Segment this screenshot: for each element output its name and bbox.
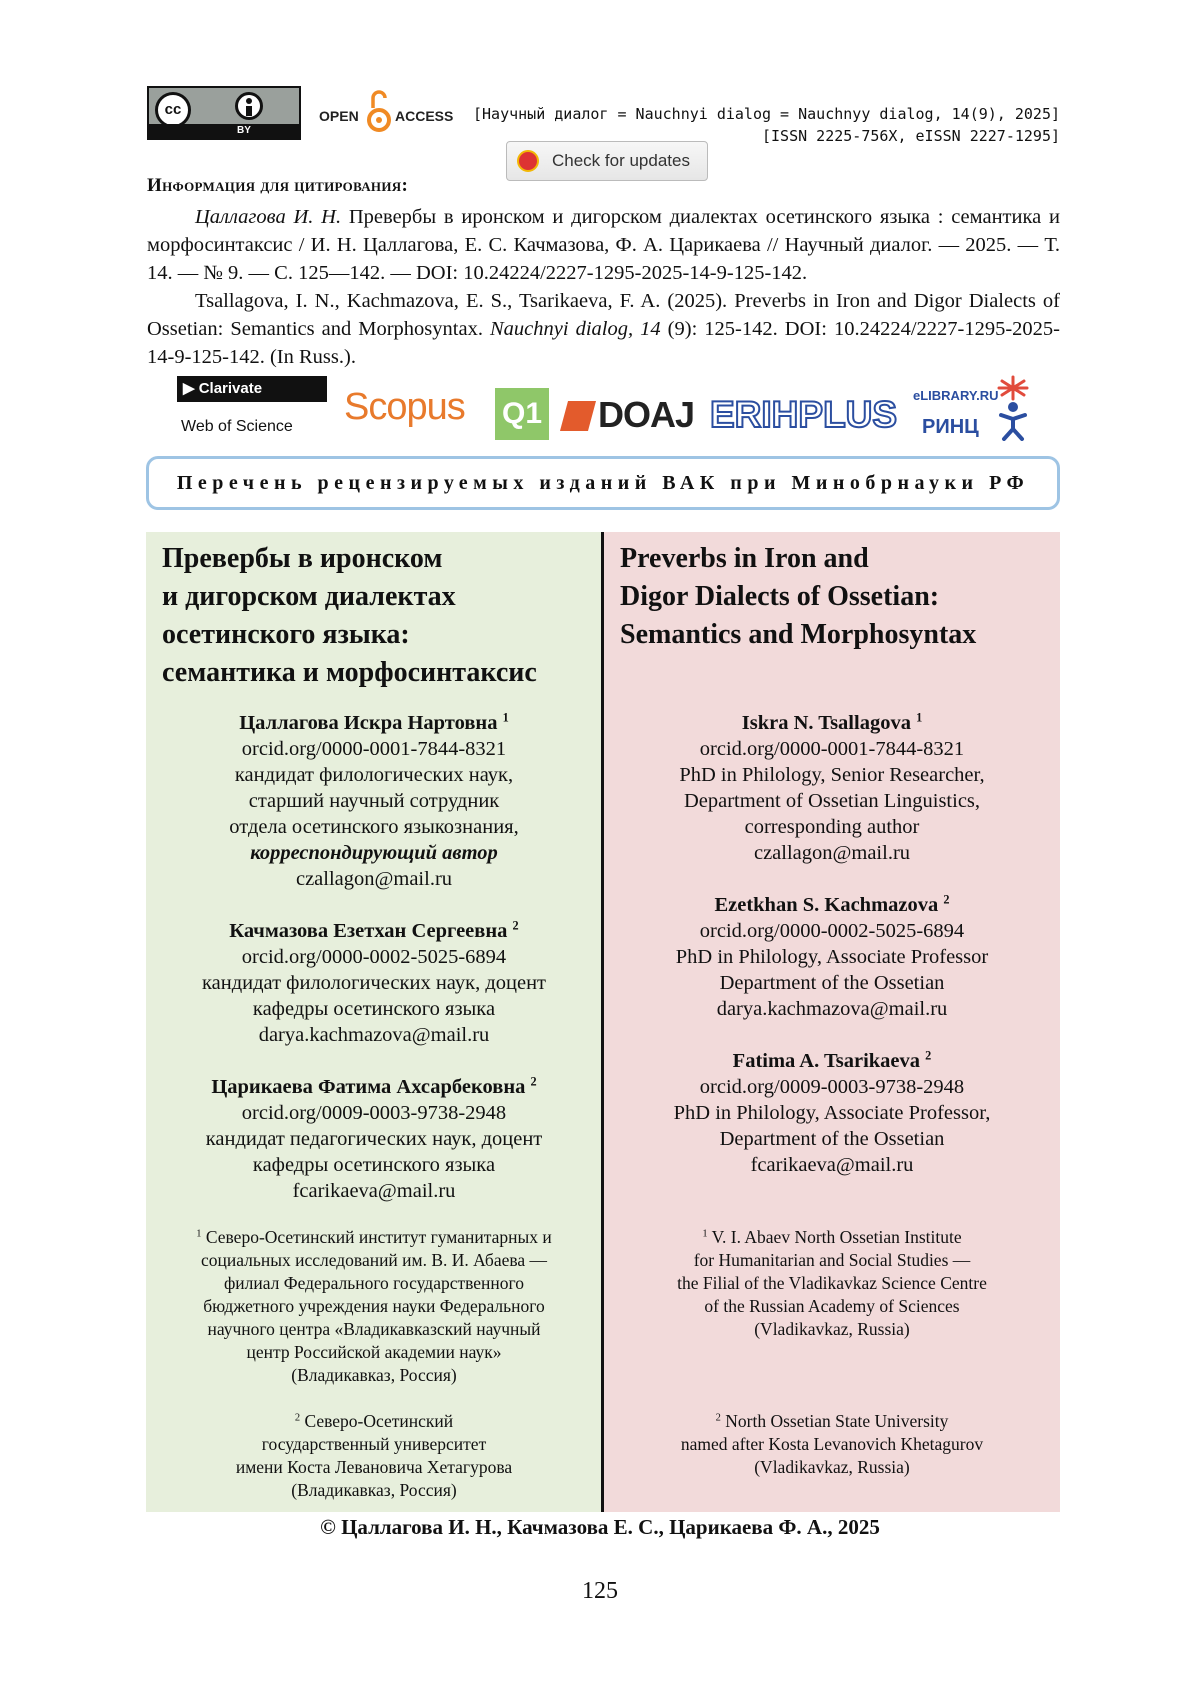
affiliation-1: $^1$ Северо-Осетинский институт гуманитарных и социальных исследований им. В. И. Абаева — филиал Федерального государственного бюджетного учреждения науки Федерального научного центра «Владикавказский научный центр Российской академии наук» (Владикавказ, Россия) (196, 1227, 552, 1385)
author-position: PhD in Philology, Associate Professor (675, 946, 989, 968)
doaj-mark-icon (560, 401, 596, 431)
author-name: Цаллагова Искра Нартовна $^1$ (239, 710, 509, 734)
web-of-science-logo: Web of Science (181, 418, 293, 435)
author-position: corresponding author (744, 816, 920, 838)
english-column (604, 532, 1060, 1512)
author-position: кандидат педагогических наук, доцент (205, 1128, 543, 1150)
author-email[interactable]: darya.kachmazova@mail.ru (716, 998, 948, 1020)
citation-block (147, 203, 1060, 371)
russian-authors (146, 710, 602, 1230)
check-for-updates-button[interactable] (506, 141, 708, 181)
check-for-updates-label: Check for updates (552, 151, 690, 170)
title-line: осетинского языка: (162, 619, 410, 650)
author-email[interactable]: fcarikaeva@mail.ru (292, 1180, 456, 1202)
author-position: кафедры осетинского языка (252, 1154, 496, 1176)
journal-issn-line: [ISSN 2225-756X, eISSN 2227-1295] (761, 127, 1060, 145)
author-position: Department of Ossetian Linguistics, (683, 790, 981, 812)
doaj-logo (564, 394, 694, 436)
corresponding-author-label: корреспондирующий автор (250, 842, 498, 864)
author-block (146, 710, 602, 892)
author-name: Царикаева Фатима Ахсарбековна $^2$ (211, 1074, 537, 1098)
affiliation-1: $^1$ V. I. Abaev North Ossetian Institute for Humanitarian and Social Studies — the Filial of the Vladikavkaz Science Centre of the Russian Academy of Sciences (Vladikavkaz, Russia) (677, 1227, 987, 1339)
citation-en-journal: Nauchnyi dialog, 14 (489, 318, 661, 340)
author-orcid[interactable]: orcid.org/0000-0001-7844-8321 (241, 738, 507, 760)
author-orcid[interactable]: orcid.org/0000-0002-5025-6894 (241, 946, 507, 968)
author-block (604, 892, 1060, 1022)
author-block (604, 710, 1060, 866)
author-name: Iskra N. Tsallagova $^1$ (741, 710, 923, 734)
copyright-line: © Цаллагова И. Н., Качмазова Е. С., Царикаева Ф. А., 2025 (320, 1515, 880, 1539)
attribution-icon (235, 92, 263, 120)
clarivate-label: Clarivate (198, 380, 263, 397)
affiliation-2: $^2$ North Ossetian State University named after Kosta Levanovich Khetagurov (Vladikavkaz, Russia) (680, 1411, 984, 1477)
open-access-access-label: ACCESS (395, 108, 454, 124)
author-email[interactable]: czallagon@mail.ru (753, 842, 911, 864)
cc-icon: cc (155, 92, 191, 128)
author-orcid[interactable]: orcid.org/0000-0002-5025-6894 (699, 920, 965, 942)
crossmark-icon (517, 150, 539, 172)
author-orcid[interactable]: orcid.org/0009-0003-9738-2948 (241, 1102, 507, 1124)
author-name: Качмазова Езетхан Сергеевна $^2$ (229, 918, 519, 942)
doaj-label: DOAJ (598, 394, 695, 435)
author-position: Department of the Ossetian (719, 972, 945, 994)
russian-title (162, 540, 537, 692)
author-position: PhD in Philology, Senior Researcher, (679, 764, 985, 786)
russian-column (146, 532, 602, 1512)
title-line: Preverbs in Iron and (620, 543, 869, 574)
citation-ru-text: Превербы в иронском и дигорском диалектах осетинского языка : семантика и морфосинтаксис / И. Н. Цаллагова, Е. С. Качмазова, Ф. А. Царикаева // Научный диалог. — 2025. — Т. 14. — № 9. — С. 125—142. — DOI: 10.24224/2227-1295-2025-14-9-125-142. (147, 206, 1060, 284)
open-access-open-label: OPEN (319, 108, 359, 124)
cc-license-label: BY (237, 125, 251, 136)
cc-by-license-icon (147, 86, 301, 140)
author-block (146, 918, 602, 1048)
scopus-logo: Scopus (344, 386, 465, 428)
erihplus-logo: ERIHPLUS (710, 394, 898, 435)
title-line: и дигорском диалектах (162, 581, 456, 612)
author-block (146, 1074, 602, 1204)
title-line: Превербы в иронском (162, 543, 443, 574)
rinc-logo: РИНЦ (922, 416, 979, 438)
author-email[interactable]: fcarikaeva@mail.ru (750, 1154, 914, 1176)
citation-en-text: Tsallagova, I. N., Kachmazova, E. S., Tsarikaeva, F. A. (2025). Preverbs in Iron and Digor Dialects of Ossetian: Semantics and Morphosyntax. (147, 290, 1060, 340)
citation-russian (147, 203, 1060, 287)
author-position: старший научный сотрудник (248, 790, 500, 812)
author-name: Fatima A. Tsarikaeva $^2$ (732, 1048, 932, 1072)
title-line: семантика и морфосинтаксис (162, 657, 537, 688)
elibrary-logo: eLIBRARY.RU (913, 388, 999, 403)
author-position: кандидат филологических наук, (234, 764, 514, 786)
author-orcid[interactable]: orcid.org/0000-0001-7844-8321 (699, 738, 965, 760)
citation-en-doi: (9): 125-142. DOI: 10.24224/2227-1295-2025-14-9-125-142. (In Russ.). (147, 318, 1060, 368)
author-position: Department of the Ossetian (719, 1128, 945, 1150)
english-authors (604, 710, 1060, 1204)
title-line: Semantics and Morphosyntax (620, 619, 977, 650)
author-orcid[interactable]: orcid.org/0009-0003-9738-2948 (699, 1076, 965, 1098)
citation-english (147, 287, 1060, 371)
author-position: отдела осетинского языкознания, (229, 816, 519, 838)
title-line: Digor Dialects of Ossetian: (620, 581, 940, 612)
q1-badge: Q1 (495, 388, 549, 440)
author-position: PhD in Philology, Associate Professor, (673, 1102, 991, 1124)
affiliation-2: $^2$ Северо-Осетинский государственный университет имени Коста Левановича Хетагурова (Владикавказ, Россия) (235, 1411, 513, 1500)
open-lock-icon (367, 88, 391, 134)
english-title (620, 540, 976, 654)
citation-heading: Информация для цитирования: (147, 175, 409, 196)
open-access-logo (319, 88, 459, 138)
author-block (604, 1048, 1060, 1178)
vak-banner: Перечень рецензируемых изданий ВАК при Минобрнауки РФ (146, 456, 1060, 510)
author-email[interactable]: darya.kachmazova@mail.ru (258, 1024, 490, 1046)
page-number: 125 (582, 1578, 618, 1604)
author-email[interactable]: czallagon@mail.ru (295, 868, 453, 890)
journal-ref-line-1: [Научный диалог = Nauchnyi dialog = Nauchnyy dialog, 14(9), 2025] (473, 105, 1060, 123)
clarivate-logo: ▶ Clarivate (177, 376, 327, 402)
citation-ru-authors: Цаллагова И. Н. (195, 206, 342, 228)
author-position: кандидат филологических наук, доцент (201, 972, 546, 994)
author-name: Ezetkhan S. Kachmazova $^2$ (714, 892, 950, 916)
author-position: кафедры осетинского языка (252, 998, 496, 1020)
rinc-figure-icon (996, 375, 1030, 441)
